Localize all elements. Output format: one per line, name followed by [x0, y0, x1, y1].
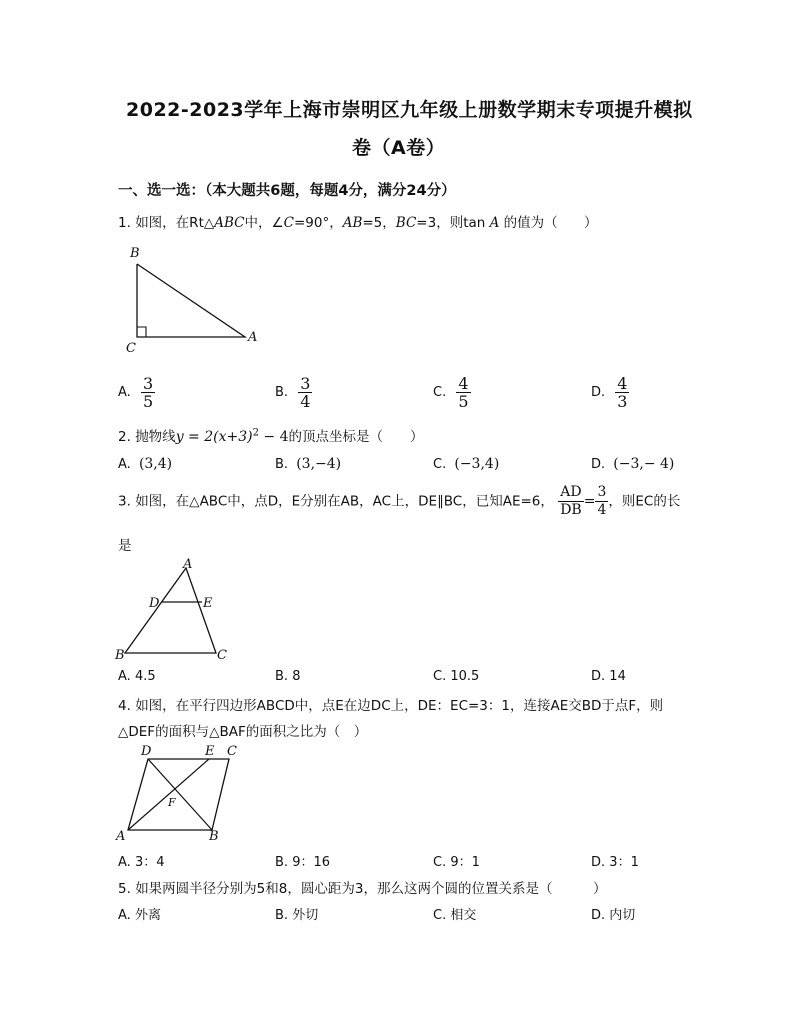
option-value: 8	[292, 669, 301, 684]
label-a: A	[248, 330, 258, 345]
q4-text-continued: △DEF的面积与△BAF的面积之比为（ ）	[118, 724, 368, 740]
option-value: (−3,− 4)	[613, 456, 675, 472]
option-value: 外切	[292, 908, 319, 923]
q2-formula-tail: − 4	[258, 429, 289, 445]
option-label: A.	[118, 457, 131, 472]
fraction-denominator: 4	[300, 392, 311, 411]
right-angle-mark	[137, 327, 146, 337]
fraction-denominator: 3	[617, 392, 628, 411]
option-value: 9：1	[450, 855, 480, 870]
q2-option-a[interactable]	[118, 456, 172, 472]
fraction-numerator: 3	[142, 374, 154, 393]
q5-option-a[interactable]	[118, 904, 161, 923]
label-d: D	[149, 596, 160, 611]
q2-option-b[interactable]	[275, 456, 341, 472]
q5-option-c[interactable]	[433, 904, 476, 923]
q3-triangle-figure	[112, 556, 237, 664]
q1-text-a: 如图，在Rt△	[135, 215, 215, 231]
q4-option-a[interactable]	[118, 851, 164, 870]
q1-c: C	[283, 215, 294, 231]
option-value: (3,4)	[138, 456, 173, 472]
q4-option-b[interactable]	[275, 851, 330, 870]
q1-abc: ABC	[214, 215, 245, 231]
fraction-numerator: 4	[617, 374, 628, 393]
fraction-numerator: 4	[458, 374, 469, 393]
label-e: E	[205, 744, 215, 759]
question-4-text	[118, 694, 663, 714]
q3-text-b: ，则EC的长	[608, 493, 681, 510]
option-label: B.	[275, 385, 289, 400]
section-header: 一、选一选：（本大题共6题，每题4分，满分24分）	[118, 183, 456, 199]
option-label: D.	[591, 908, 606, 923]
q1-option-a[interactable]	[118, 375, 155, 410]
fraction-denominator: 5	[458, 392, 469, 411]
q5-text: 如果两圆半径分别为5和8，圆心距为3，那么这两个圆的位置关系是（ ）	[135, 881, 607, 897]
q1-text-e: =3，则tan	[416, 215, 490, 231]
q3-equals: =	[583, 493, 596, 510]
question-number: 4.	[118, 698, 131, 714]
document-title-line1: 2022-2023学年上海市崇明区九年级上册数学期末专项提升模拟	[126, 99, 693, 121]
label-c: C	[217, 648, 227, 663]
label-c: C	[227, 744, 237, 759]
q3-text-continued: 是	[118, 538, 132, 554]
option-value: 3：4	[134, 855, 165, 870]
q1-option-c[interactable]	[433, 375, 471, 410]
option-label: A.	[118, 855, 131, 870]
q5-option-d[interactable]	[591, 904, 635, 923]
q1-right-triangle-figure	[115, 240, 275, 355]
q3-option-d[interactable]	[591, 669, 626, 684]
option-value: 10.5	[450, 669, 480, 684]
option-label: B.	[275, 457, 289, 472]
q2-text-b: 的顶点坐标是（ ）	[288, 429, 424, 445]
q1-close-paren: ）	[584, 215, 598, 231]
label-a: A	[183, 557, 193, 572]
option-label: B.	[275, 669, 289, 684]
question-number: 3.	[118, 493, 131, 510]
label-b: B	[209, 829, 219, 844]
q3-option-a[interactable]	[118, 669, 156, 684]
option-label: C.	[433, 855, 447, 870]
question-1-text	[118, 211, 558, 231]
q2-option-c[interactable]	[433, 456, 499, 472]
question-number: 5.	[118, 881, 131, 897]
option-label: D.	[591, 385, 606, 400]
triangle-abc-shape	[137, 264, 245, 337]
segment-ae	[128, 759, 209, 830]
document-title-line2: 卷（A卷）	[352, 137, 446, 159]
question-5-text	[118, 877, 606, 897]
fraction-numerator: 3	[300, 374, 311, 393]
option-value: 9：16	[292, 855, 331, 870]
option-label: C.	[433, 457, 447, 472]
label-c: C	[126, 341, 136, 355]
q1-text-b: 中，∠	[244, 215, 284, 231]
q4-text-a: 如图，在平行四边形ABCD中，点E在边DC上，DE：EC=3：1，连接AE交BD于点F，则	[135, 698, 664, 714]
diagonal-bd	[148, 759, 212, 830]
q3-option-c[interactable]	[433, 669, 479, 684]
option-label: D.	[591, 457, 606, 472]
q1-a: A	[489, 215, 500, 231]
option-label: A.	[118, 669, 131, 684]
option-label: A.	[118, 385, 131, 400]
q4-option-c[interactable]	[433, 851, 480, 870]
q1-bc: BC	[395, 215, 417, 231]
option-value: (−3,4)	[454, 456, 500, 472]
fraction-numerator: 3	[597, 484, 607, 500]
q1-ab: AB	[342, 215, 363, 231]
question-2-text	[118, 425, 424, 445]
option-value: 4.5	[134, 669, 156, 684]
q2-text-a: 抛物线	[135, 429, 176, 445]
option-value: 14	[609, 669, 626, 684]
option-label: C.	[433, 908, 447, 923]
fraction-numerator: AD	[558, 484, 584, 502]
option-label: B.	[275, 855, 289, 870]
fraction-denominator: 5	[142, 392, 154, 411]
label-b: B	[130, 246, 140, 261]
question-number: 1.	[118, 215, 131, 231]
option-label: D.	[591, 669, 606, 684]
label-f: F	[168, 796, 176, 809]
option-label: D.	[591, 855, 606, 870]
option-label: C.	[433, 669, 447, 684]
option-label: A.	[118, 908, 131, 923]
label-d: D	[141, 744, 152, 759]
q1-text-c: =90°，	[293, 215, 343, 231]
q1-text-d: =5，	[362, 215, 396, 231]
q4-parallelogram-figure	[112, 740, 242, 846]
parallelogram-abcd-shape	[128, 759, 229, 830]
option-value: 相交	[450, 908, 477, 923]
q2-exponent: 2	[252, 427, 259, 439]
label-a: A	[116, 829, 126, 844]
q2-option-d[interactable]	[591, 456, 674, 472]
q2-formula: y = 2(x+3)	[175, 429, 253, 445]
option-value: 内切	[609, 908, 636, 923]
option-label: C.	[433, 385, 447, 400]
q3-option-b[interactable]	[275, 669, 300, 684]
option-label: B.	[275, 908, 289, 923]
option-value: 外离	[134, 908, 161, 923]
fraction-denominator: DB	[560, 502, 582, 518]
label-e: E	[203, 596, 213, 611]
question-3-text	[118, 484, 680, 519]
q3-text-a: 如图，在△ABC中，点D，E分别在AB，AC上，DE∥BC，已知AE=6，	[135, 493, 554, 510]
q1-text-f: 的值为（	[499, 215, 558, 231]
label-b: B	[115, 648, 125, 663]
q5-option-b[interactable]	[275, 904, 318, 923]
option-value: 3：1	[609, 855, 639, 870]
option-value: (3,−4)	[296, 456, 342, 472]
fraction-denominator: 4	[597, 502, 607, 518]
q1-option-d[interactable]	[591, 375, 629, 410]
q1-option-b[interactable]	[275, 375, 312, 410]
question-number: 2.	[118, 429, 131, 445]
q4-option-d[interactable]	[591, 851, 639, 870]
